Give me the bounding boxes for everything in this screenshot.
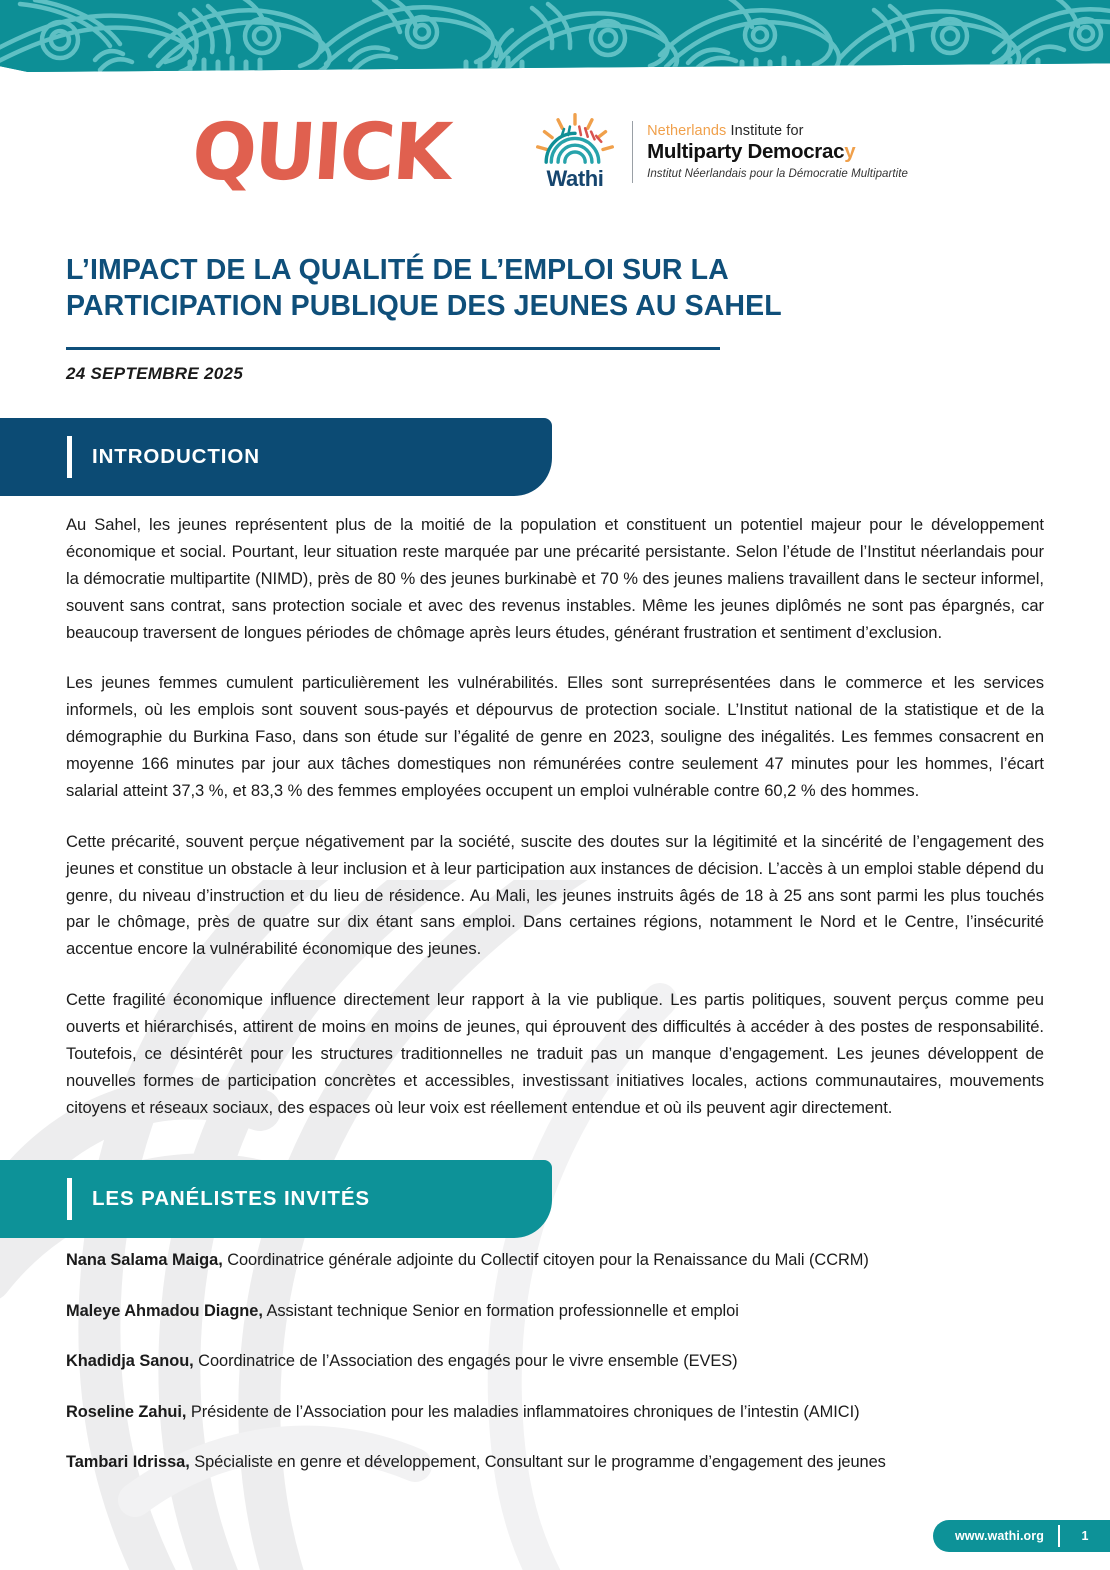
nimd-netherlands-word: Netherlands xyxy=(647,122,727,139)
panelist-role: Présidente de l’Association pour les maladies inflammatoires chroniques de l’intestin (AMICI) xyxy=(186,1402,860,1421)
paragraph: Cette précarité, souvent perçue négativement par la société, suscite des doutes sur la légitimité et la sincérité de l’engagement des jeunes et constitue un obstacle à leur inclusion et à leur participation aux instances de décision. L’accès à un emploi stable dépend du genre, du niveau d’instruction et du lieu de résidence. Au Mali, les jeunes instruits âgés de 18 à 25 ans sont parmi les plus touchés par le chômage, près de quatre sur dix étant sans emploi. Dans certaines régions, notamment le Nord et le Centre, l’insécurité accentue encore la vulnérabilité économique des jeunes. xyxy=(66,831,1044,959)
title-divider xyxy=(66,347,720,350)
panelist-name: Roseline Zahui, xyxy=(66,1402,187,1421)
section-title-introduction: INTRODUCTION xyxy=(92,445,260,468)
panelist-name: Nana Salama Maiga, xyxy=(66,1251,223,1269)
nimd-wathi-logo xyxy=(532,113,908,191)
panelist-role: Coordinatrice de l’Association des engagés pour le vivre ensemble (EVES) xyxy=(193,1352,738,1371)
list-item xyxy=(66,1450,1044,1475)
list-item xyxy=(66,1299,1044,1324)
nimd-multiparty-democracy: Multipart xyxy=(647,140,731,164)
list-item xyxy=(66,1349,1044,1374)
panelist-name: Maleye Ahmadou Diagne, xyxy=(66,1301,263,1320)
nimd-institute-for: Institute for xyxy=(726,122,804,139)
wathi-sunburst-icon xyxy=(532,113,618,191)
panelists-list xyxy=(66,1248,1044,1475)
footer-website-link[interactable]: www.wathi.org xyxy=(954,1529,1044,1543)
logo-divider xyxy=(632,121,633,183)
nimd-line-3-french: Institut Néerlandais pour la Démocratie Multipartite xyxy=(647,168,908,180)
svg-text:Wathi: Wathi xyxy=(546,165,604,191)
panelist-name: Khadidja Sanou, xyxy=(66,1352,194,1371)
nimd-wordmark xyxy=(647,123,908,181)
list-item xyxy=(66,1248,1044,1273)
panelist-role: Spécialiste en genre et développement, Consultant sur le programme d’engagement des jeunes xyxy=(189,1453,886,1472)
title-block xyxy=(66,252,866,384)
footer-page-number: 1 xyxy=(1081,1529,1089,1543)
panelist-name: Tambari Idrissa, xyxy=(66,1453,190,1472)
introduction-body xyxy=(66,512,1044,1122)
nimd-multiparty-democracy-mid: y Democrac xyxy=(730,140,845,164)
section-title-panelists: LES PANÉLISTES INVITÉS xyxy=(92,1187,370,1210)
paragraph: Cette fragilité économique influence directement leur rapport à la vie publique. Les partis politiques, souvent perçus comme peu ouverts et hiérarchisés, attirent de moins en moins de jeunes, qui éprouvent des difficultés à accéder à des postes de responsabilité. Toutefois, ce désintérêt pour les structures traditionnelles ne traduit pas un manque d’engagement. Les jeunes développent de nouvelles formes de participation concrètes et accessibles, investissant initiatives locales, actions communautaires, mouvements citoyens et réseaux sociaux, des espaces où leur voix est réellement entendue et où ils peuvent agir directement. xyxy=(66,990,1044,1117)
nimd-line-1 xyxy=(647,123,908,140)
section-banner-panelists xyxy=(0,1160,552,1238)
paragraph: Les jeunes femmes cumulent particulièrement les vulnérabilités. Elles sont surreprésentées dans le commerce et les services informels, où les emplois sont souvent sous-payés et dépourvus de protection sociale. L’Institut national de la statistique et de la démographie du Burkina Faso, dans son étude sur l’égalité de genre en 2023, souligne des inégalités. Les femmes consacrent en moyenne 166 minutes par jour aux tâches domestiques non rémunérées contre seulement 47 minutes pour les hommes, l’écart salarial atteint 37,3 %, et 83,3 % des femmes employées occupent un emploi vulnérable contre 60,2 % des hommes. xyxy=(66,673,1044,800)
logo-row xyxy=(0,98,1110,206)
nimd-accent-y: y xyxy=(844,140,856,164)
nimd-line-2 xyxy=(647,140,908,164)
document-date: 24 SEPTEMBRE 2025 xyxy=(66,363,244,383)
banner-tick-icon xyxy=(67,1178,72,1220)
quick-logo: QUICK xyxy=(189,106,453,198)
section-banner-introduction xyxy=(0,418,552,496)
page-title: L’IMPACT DE LA QUALITÉ DE L’EMPLOI SUR LA PARTICIPATION PUBLIQUE DES JEUNES AU SAHEL xyxy=(66,254,782,323)
decorative-header-band xyxy=(0,0,1110,72)
paragraph: Au Sahel, les jeunes représentent plus de la moitié de la population et constituent un potentiel majeur pour le développement économique et social. Pourtant, leur situation reste marquée par une précarité persistante. Selon l’étude de l’Institut néerlandais pour la démocratie multipartite (NIMD), près de 80 % des jeunes burkinabè et 70 % des jeunes maliens travaillent dans le secteur informel, souvent sans contrat, sans protection sociale et avec des revenus instables. Même les jeunes diplômés ne sont pas épargnés, car beaucoup traversent de longues périodes de chômage après leurs études, générant frustration et sentiment d’exclusion. xyxy=(66,515,1044,642)
banner-tick-icon xyxy=(67,436,72,478)
panelist-role: Coordinatrice générale adjointe du Collectif citoyen pour la Renaissance du Mali (CCRM) xyxy=(222,1251,869,1269)
list-item xyxy=(66,1400,1044,1425)
panelist-role: Assistant technique Senior en formation professionnelle et emploi xyxy=(262,1301,739,1320)
page-footer xyxy=(933,1520,1110,1552)
